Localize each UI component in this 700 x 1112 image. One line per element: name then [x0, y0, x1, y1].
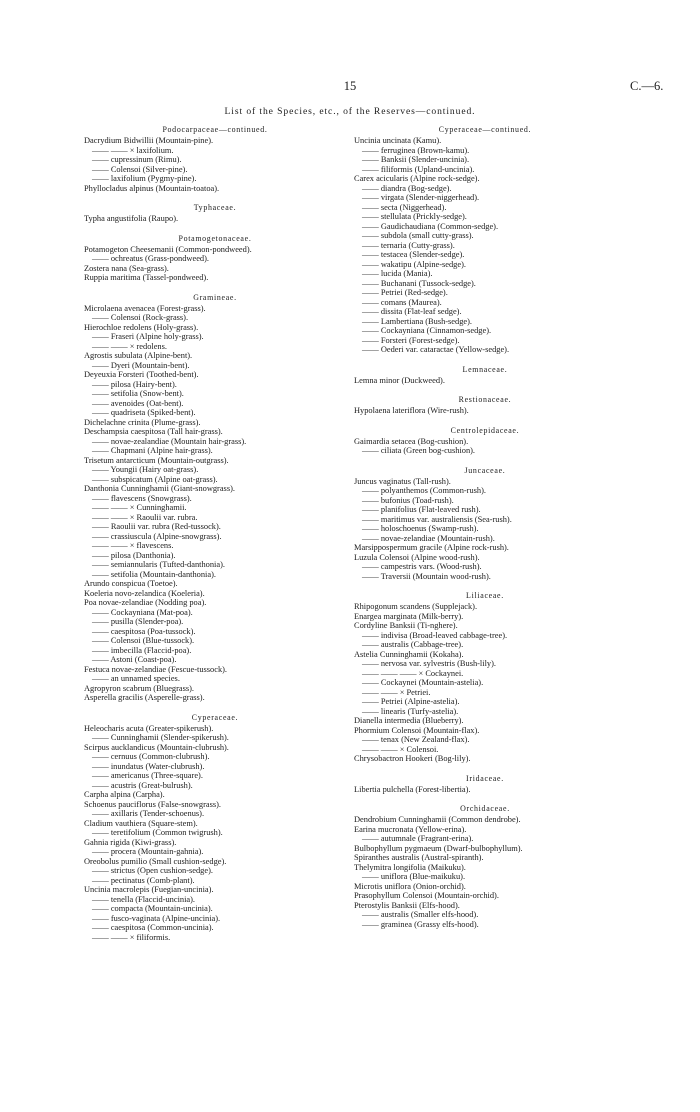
- species-entry: —— tenella (Flaccid-uncinia).: [92, 894, 196, 904]
- species-entry: —— Oederi var. cataractae (Yellow-sedge).: [362, 345, 510, 354]
- species-entry: Deyeuxia Forsteri (Toothed-bent).: [84, 370, 199, 379]
- family-heading: Potamogetonaceae.: [178, 233, 252, 243]
- species-entry: —— testacea (Slender-sedge).: [362, 250, 465, 259]
- species-entry: —— setifolia (Mountain-danthonia).: [92, 569, 216, 579]
- species-entry: —— ferruginea (Brown-kamu).: [362, 145, 470, 155]
- species-entry: Spiranthes australis (Austral-spiranth).: [354, 853, 484, 862]
- species-entry: —— ternaria (Cutty-grass).: [362, 240, 455, 250]
- species-entry: Libertia pulchella (Forest-libertia).: [354, 784, 471, 794]
- species-entry: Microlaena avenacea (Forest-grass).: [84, 303, 206, 313]
- species-entry: Thelymitra longifolia (Maikuku).: [354, 862, 466, 872]
- species-entry: —— caespitosa (Poa-tussock).: [92, 626, 196, 636]
- family-heading: Cyperaceae—continued.: [438, 125, 532, 134]
- section-gap: [354, 764, 616, 773]
- species-entry: Danthonia Cunninghamii (Giant-snowgrass).: [84, 484, 235, 493]
- page-title: List of the Species, etc., of the Reserves—continued.: [224, 106, 476, 117]
- species-entry: —— Petriei (Red-sedge).: [362, 288, 448, 297]
- family-heading: Orchidaceae.: [460, 804, 510, 813]
- species-entry: —— novae-zealandiae (Mountain hair-grass).: [92, 436, 247, 446]
- species-entry: Hierochloe redolens (Holy-grass).: [84, 322, 199, 332]
- species-entry: Dacrydium Bidwillii (Mountain-pine).: [84, 136, 214, 145]
- species-entry: —— ochreatus (Grass-pondweed).: [92, 254, 209, 263]
- species-entry: —— an unnamed species.: [92, 674, 180, 683]
- species-entry: —— —— —— × Cockaynei.: [362, 668, 464, 678]
- species-entry: Heleocharis acuta (Greater-spikerush).: [84, 723, 214, 733]
- species-entry: Lemna minor (Duckweed).: [354, 375, 445, 385]
- species-entry: —— Chapmani (Alpine hair-grass).: [92, 446, 213, 455]
- species-entry: —— planifolius (Flat-leaved rush).: [362, 505, 481, 514]
- species-entry: —— Raoulii var. rubra (Red-tussock).: [92, 522, 221, 531]
- species-entry: Schoenus pauciflorus (False-snowgrass).: [84, 799, 221, 809]
- family-heading: Podocarpaceae—continued.: [162, 125, 268, 134]
- species-entry: —— indivisa (Broad-leaved cabbage-tree).: [362, 630, 508, 640]
- species-entry: Festuca novae-zelandiae (Fescue-tussock).: [84, 664, 228, 674]
- species-entry: —— Buchanani (Tussock-sedge).: [362, 278, 476, 288]
- family-heading: Liliaceae.: [466, 591, 504, 600]
- species-entry: —— —— × Colensoi.: [362, 744, 439, 754]
- species-entry: —— cupressinum (Rimu).: [92, 155, 182, 164]
- species-entry: Zostera nana (Sea-grass).: [84, 263, 169, 273]
- species-entry: —— subdola (small cutty-grass).: [362, 231, 474, 240]
- species-entry: —— graminea (Grassy elfs-hood).: [362, 919, 479, 929]
- species-entry: Koeleria novo-zelandica (Koeleria).: [84, 588, 205, 598]
- species-entry: —— pusilla (Slender-poa).: [92, 617, 184, 626]
- species-entry: —— uniflora (Blue-maikuku).: [362, 872, 466, 881]
- species-entry: —— Petriei (Alpine-astelia).: [362, 697, 460, 706]
- species-entry: Dendrobium Cunninghamii (Common dendrobe).: [354, 815, 521, 824]
- species-entry: —— strictus (Open cushion-sedge).: [92, 866, 213, 875]
- section-gap: [354, 794, 616, 803]
- species-entry: —— Gaudichaudiana (Common-sedge).: [362, 221, 499, 231]
- species-entry: Uncinia uncinata (Kamu).: [354, 136, 442, 145]
- species-entry: Enargea marginata (Milk-berry).: [354, 611, 464, 621]
- species-entry: —— stellulata (Prickly-sedge).: [362, 212, 467, 221]
- species-entry: —— —— × redolens.: [92, 341, 167, 351]
- species-entry: —— semiannularis (Tufted-danthonia).: [92, 560, 225, 569]
- family-heading: Lemnaceae.: [462, 364, 508, 374]
- family-heading: Cyperaceae.: [191, 712, 239, 722]
- species-entry: —— Forsteri (Forest-sedge).: [362, 335, 460, 345]
- species-entry: —— Cockayniana (Cinnamon-sedge).: [362, 326, 492, 335]
- species-entry: Asperella gracilis (Asperelle-grass).: [84, 693, 205, 702]
- species-entry: —— setifolia (Snow-bent).: [92, 389, 184, 398]
- species-entry: —— —— × Cunninghamii.: [92, 503, 187, 512]
- species-entry: Marsippospermum gracile (Alpine rock-rush).: [354, 543, 509, 552]
- section-gap: [84, 224, 346, 233]
- species-entry: —— Fraseri (Alpine holy-grass).: [92, 332, 204, 341]
- species-entry: —— Traversii (Mountain wood-rush).: [362, 571, 491, 581]
- species-entry: —— campestris vars. (Wood-rush).: [362, 562, 482, 571]
- species-entry: —— americanus (Three-square).: [92, 771, 203, 780]
- species-entry: Dianella intermedia (Blueberry).: [354, 716, 464, 725]
- species-entry: —— fusco-vaginata (Alpine-uncinia).: [92, 913, 221, 923]
- species-entry: Poa novae-zelandiae (Nodding poa).: [84, 598, 207, 607]
- section-gap: [354, 456, 616, 465]
- document-code: C.—6.: [630, 79, 664, 93]
- species-entry: Cordyline Banksii (Ti-nghere).: [354, 621, 458, 630]
- species-entry: Rhipogonum scandens (Supplejack).: [354, 602, 478, 611]
- species-entry: —— holoschoenus (Swamp-rush).: [362, 524, 479, 533]
- species-entry: —— comans (Maurea).: [362, 297, 442, 307]
- species-entry: Arundo conspicua (Toetoe).: [84, 579, 178, 588]
- species-entry: —— pilosa (Hairy-bent).: [92, 379, 177, 389]
- species-entry: —— Youngii (Hairy oat-grass).: [92, 465, 199, 474]
- species-entry: —— Astoni (Coast-poa).: [92, 655, 177, 664]
- species-entry: —— Cockaynei (Mountain-astelia).: [362, 678, 484, 687]
- species-entry: —— diandra (Bog-sedge).: [362, 183, 452, 193]
- species-entry: —— linearis (Turfy-astelia).: [362, 706, 459, 716]
- species-entry: —— —— × Petriei.: [362, 687, 431, 697]
- species-entry: Potamogeton Cheesemanii (Common-pondweed).: [84, 244, 252, 254]
- species-entry: —— laxifolium (Pygmy-pine).: [92, 174, 197, 183]
- species-entry: —— australis (Cabbage-tree).: [362, 640, 464, 649]
- species-entry: —— pectinatus (Comb-plant).: [92, 875, 195, 885]
- species-entry: —— Cunninghamii (Slender-spikerush).: [92, 733, 229, 742]
- species-entry: Prasophyllum Colensoi (Mountain-orchid).: [354, 891, 499, 900]
- left-column: [84, 124, 346, 942]
- species-entry: —— autumnale (Fragrant-erina).: [362, 834, 474, 843]
- species-entry: —— cernuus (Common-clubrush).: [92, 752, 210, 761]
- species-entry: —— secta (Niggerhead).: [362, 202, 447, 212]
- species-entry: —— flavescens (Snowgrass).: [92, 493, 192, 503]
- species-entry: —— Banksii (Slender-uncinia).: [362, 155, 470, 164]
- section-gap: [84, 703, 346, 712]
- page-number: 15: [343, 79, 357, 93]
- species-entry: —— Colensoi (Silver-pine).: [92, 164, 188, 174]
- species-entry: —— australis (Smaller elfs-hood).: [362, 910, 479, 919]
- family-heading: Restionaceae.: [458, 395, 512, 404]
- species-entry: —— wakatipu (Alpine-sedge).: [362, 259, 466, 269]
- species-entry: Juncus vaginatus (Tall-rush).: [354, 476, 451, 486]
- species-entry: Dichelachne crinita (Plume-grass).: [84, 417, 201, 427]
- family-heading: Gramineae.: [193, 292, 237, 302]
- species-entry: —— tenax (New Zealand-flax).: [362, 735, 470, 744]
- species-entry: Astelia Cunninghamii (Kokaha).: [354, 649, 464, 659]
- family-heading: Centrolepidaceae.: [450, 425, 520, 435]
- family-heading: Juncaceae.: [464, 465, 506, 475]
- species-entry: —— —— × filiformis.: [92, 932, 171, 942]
- species-entry: —— nervosa var. sylvestris (Bush-lily).: [362, 659, 496, 668]
- species-entry: —— acustris (Great-bulrush).: [92, 780, 193, 790]
- species-entry: Trisetum antarcticum (Mountain-outgrass).: [84, 455, 229, 465]
- species-entry: —— Colensoi (Rock-grass).: [92, 313, 189, 322]
- species-entry: —— dissita (Flat-leaf sedge).: [362, 307, 462, 316]
- species-entry: —— teretifolium (Common twigrush).: [92, 828, 223, 837]
- species-entry: —— —— × flavescens.: [92, 541, 174, 550]
- species-entry: Carpha alpina (Carpha).: [84, 790, 165, 799]
- species-entry: Hypolaena lateriflora (Wire-rush).: [354, 406, 469, 415]
- species-entry: —— inundatus (Water-clubrush).: [92, 761, 205, 771]
- species-entry: Oreobolus pumilio (Small cushion-sedge).: [84, 856, 227, 866]
- section-gap: [354, 581, 616, 590]
- species-entry: —— virgata (Slender-niggerhead).: [362, 193, 480, 202]
- species-entry: Agropyron scabrum (Bluegrass).: [84, 683, 195, 693]
- species-entry: Cladium vauthiera (Square-stem).: [84, 818, 198, 828]
- species-entry: Luzula Colensoi (Alpine wood-rush).: [354, 552, 480, 562]
- species-entry: —— lucida (Mania).: [362, 269, 433, 278]
- section-gap: [84, 193, 346, 202]
- species-entry: —— imbecilla (Flaccid-poa).: [92, 645, 192, 655]
- species-entry: —— —— × Raoulii var. rubra.: [92, 512, 198, 522]
- section-gap: [354, 355, 616, 364]
- right-column: [354, 124, 616, 929]
- species-entry: —— Dyeri (Mountain-bent).: [92, 360, 190, 370]
- species-entry: Uncinia macrolepis (Fuegian-uncinia).: [84, 885, 214, 894]
- family-heading: Iridaceae.: [466, 773, 504, 783]
- species-entry: —— ciliata (Green bog-cushion).: [362, 446, 476, 455]
- species-entry: —— maritimus var. australiensis (Sea-rush).: [362, 514, 512, 524]
- species-entry: —— axillaris (Tender-schoenus).: [92, 809, 205, 818]
- species-entry: —— filiformis (Upland-uncinia).: [362, 164, 475, 174]
- family-heading: Typhaceae.: [193, 203, 237, 212]
- species-entry: —— —— × laxifolium.: [92, 145, 174, 155]
- species-entry: —— Cockayniana (Mat-poa).: [92, 607, 193, 617]
- species-entry: Microtis uniflora (Onion-orchid).: [354, 881, 466, 891]
- species-entry: Scirpus aucklandicus (Mountain-clubrush).: [84, 742, 229, 752]
- species-entry: Earina mucronata (Yellow-erina).: [354, 824, 467, 834]
- species-entry: Carex acicularis (Alpine rock-sedge).: [354, 174, 480, 183]
- species-entry: Gahnia rigida (Kiwi-grass).: [84, 837, 177, 847]
- species-entry: —— crassiuscula (Alpine-snowgrass).: [92, 531, 222, 541]
- section-gap: [84, 283, 346, 292]
- species-entry: —— novae-zelandiae (Mountain-rush).: [362, 533, 495, 543]
- species-entry: Ruppia maritima (Tassel-pondweed).: [84, 273, 209, 282]
- species-entry: —— caespitosa (Common-uncinia).: [92, 923, 214, 932]
- species-entry: Pterostylis Banksii (Elfs-hood).: [354, 900, 460, 910]
- species-entry: —— bufonius (Toad-rush).: [362, 495, 454, 505]
- species-entry: —— subspicatum (Alpine oat-grass).: [92, 474, 218, 484]
- species-entry: Phyllocladus alpinus (Mountain-toatoa).: [84, 183, 220, 193]
- species-entry: Chrysobactron Hookeri (Bog-lily).: [354, 754, 471, 763]
- species-entry: —— pilosa (Danthonia).: [92, 550, 176, 560]
- species-entry: Gaimardia setacea (Bog-cushion).: [354, 436, 469, 446]
- species-entry: —— avenoides (Oat-bent).: [92, 398, 184, 408]
- species-entry: —— polyanthemos (Common-rush).: [362, 486, 486, 495]
- species-entry: Phormium Colensoi (Mountain-flax).: [354, 725, 480, 735]
- species-entry: —— Colensoi (Blue-tussock).: [92, 636, 195, 645]
- section-gap: [354, 416, 616, 425]
- species-entry: Deschampsia caespitosa (Tall hair-grass).: [84, 427, 223, 436]
- species-entry: —— Lambertiana (Bush-sedge).: [362, 316, 473, 326]
- species-entry: Agrostis subulata (Alpine-bent).: [84, 351, 193, 360]
- species-entry: —— procera (Mountain-gahnia).: [92, 847, 204, 856]
- species-entry: —— compacta (Mountain-uncinia).: [92, 904, 213, 913]
- species-entry: Bulbophyllum pygmaeum (Dwarf-bulbophyllum).: [354, 843, 523, 853]
- species-entry: Typha angustifolia (Raupo).: [84, 214, 179, 223]
- species-entry: —— quadriseta (Spiked-bent).: [92, 408, 196, 417]
- section-gap: [354, 385, 616, 394]
